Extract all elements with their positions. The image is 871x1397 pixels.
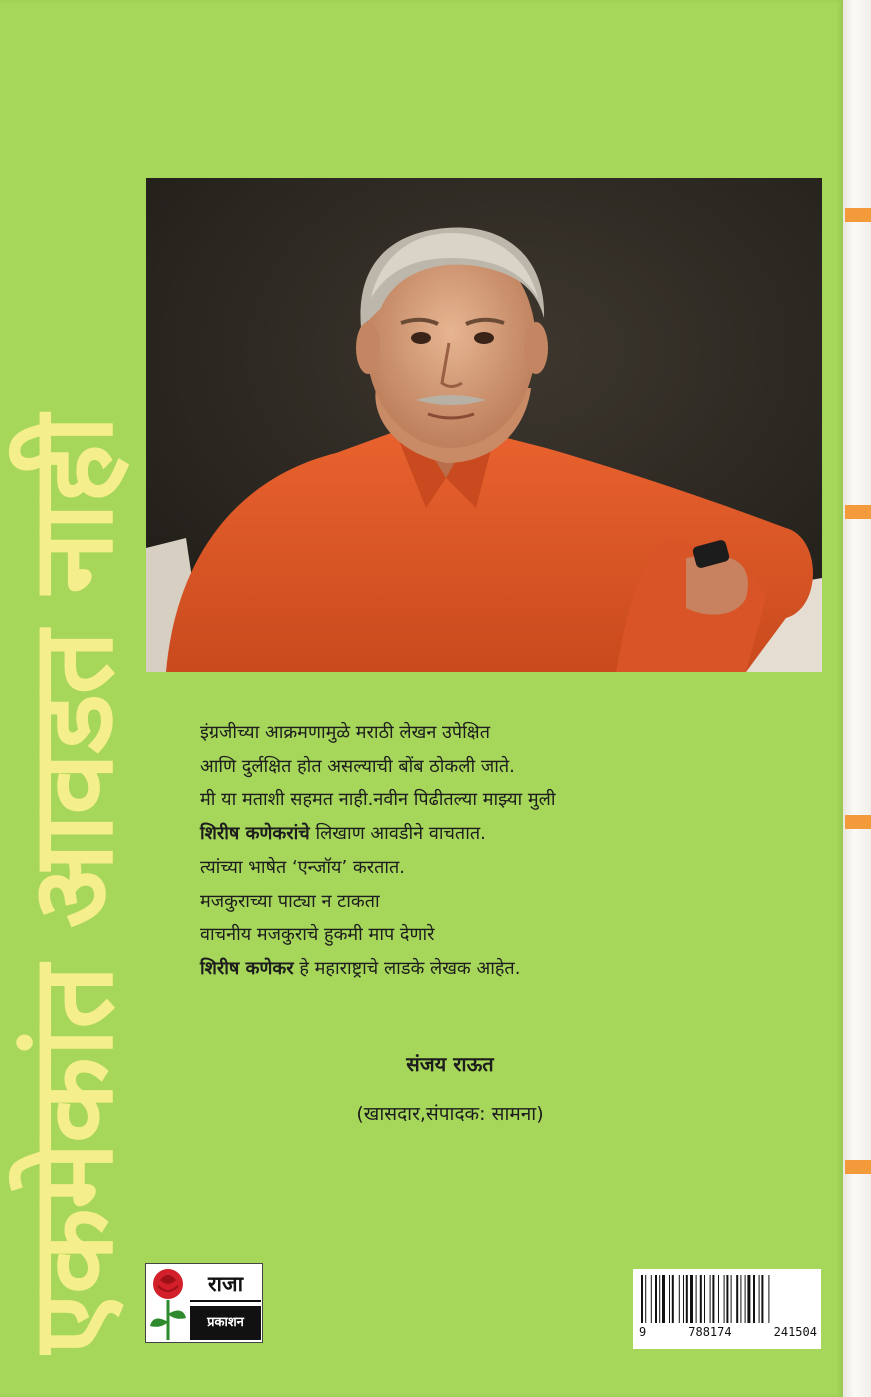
blurb-line-strong: शिरीष कणेकर [200, 957, 294, 979]
isbn-digit-group: 241504 [773, 1325, 817, 1339]
blurb-line-text: त्यांच्या भाषेत ‘एन्जॉय’ करतात. [200, 856, 406, 878]
blurb-line [200, 716, 820, 750]
blurb-line [200, 783, 820, 817]
blurb-line [200, 918, 820, 952]
publisher-name: राजा [190, 1266, 261, 1302]
blurb-line-text: लिखाण आवडीने वाचतात. [309, 823, 486, 845]
edge-mark [845, 505, 871, 519]
blurb-line-text: वाचनीय मजकुराचे हुकमी माप देणारे [200, 924, 435, 946]
barcode-icon [641, 1275, 813, 1323]
blurb-line [200, 851, 820, 885]
blurb-line-strong: शिरीष कणेकरांचे [200, 823, 310, 845]
isbn-barcode [633, 1269, 821, 1349]
signature-name: संजय राऊत [406, 1052, 494, 1076]
blurb-line-text: मी या मताशी सहमत नाही.नवीन पिढीतल्या माझ्या मुली [200, 789, 556, 811]
isbn-digit-group: 788174 [688, 1325, 732, 1339]
blurb-line [200, 952, 820, 986]
blurb-line-text: मजकुराच्या पाट्या न टाकता [200, 890, 380, 912]
author-portrait-icon [146, 178, 822, 672]
blurb-line-text: इंग्रजीच्या आक्रमणामुळे मराठी लेखन उपेक्षित [200, 722, 490, 743]
author-photo [146, 178, 822, 672]
edge-mark [845, 1160, 871, 1174]
publisher-sub: प्रकाशन [190, 1306, 261, 1340]
publisher-logo [145, 1263, 263, 1343]
isbn-digit-group: 9 [639, 1325, 647, 1339]
signature-role: (खासदार,संपादक: सामना) [356, 1103, 544, 1125]
rose-icon [148, 1266, 188, 1342]
isbn-digits [639, 1325, 817, 1339]
edge-mark [845, 208, 871, 222]
edge-mark [845, 815, 871, 829]
book-title-vertical: एकमेकांत आवडत नाही [8, 416, 138, 1355]
blurb-line [200, 885, 820, 919]
blurb-line [200, 817, 820, 851]
blurb-line-text: आणि दुर्लक्षित होत असल्याची बोंब ठोकली जाते. [200, 755, 515, 777]
blurb-text [200, 716, 820, 986]
blurb-line [200, 750, 820, 784]
blurb-line-text: हे महाराष्ट्राचे लाडके लेखक आहेत. [293, 957, 521, 979]
